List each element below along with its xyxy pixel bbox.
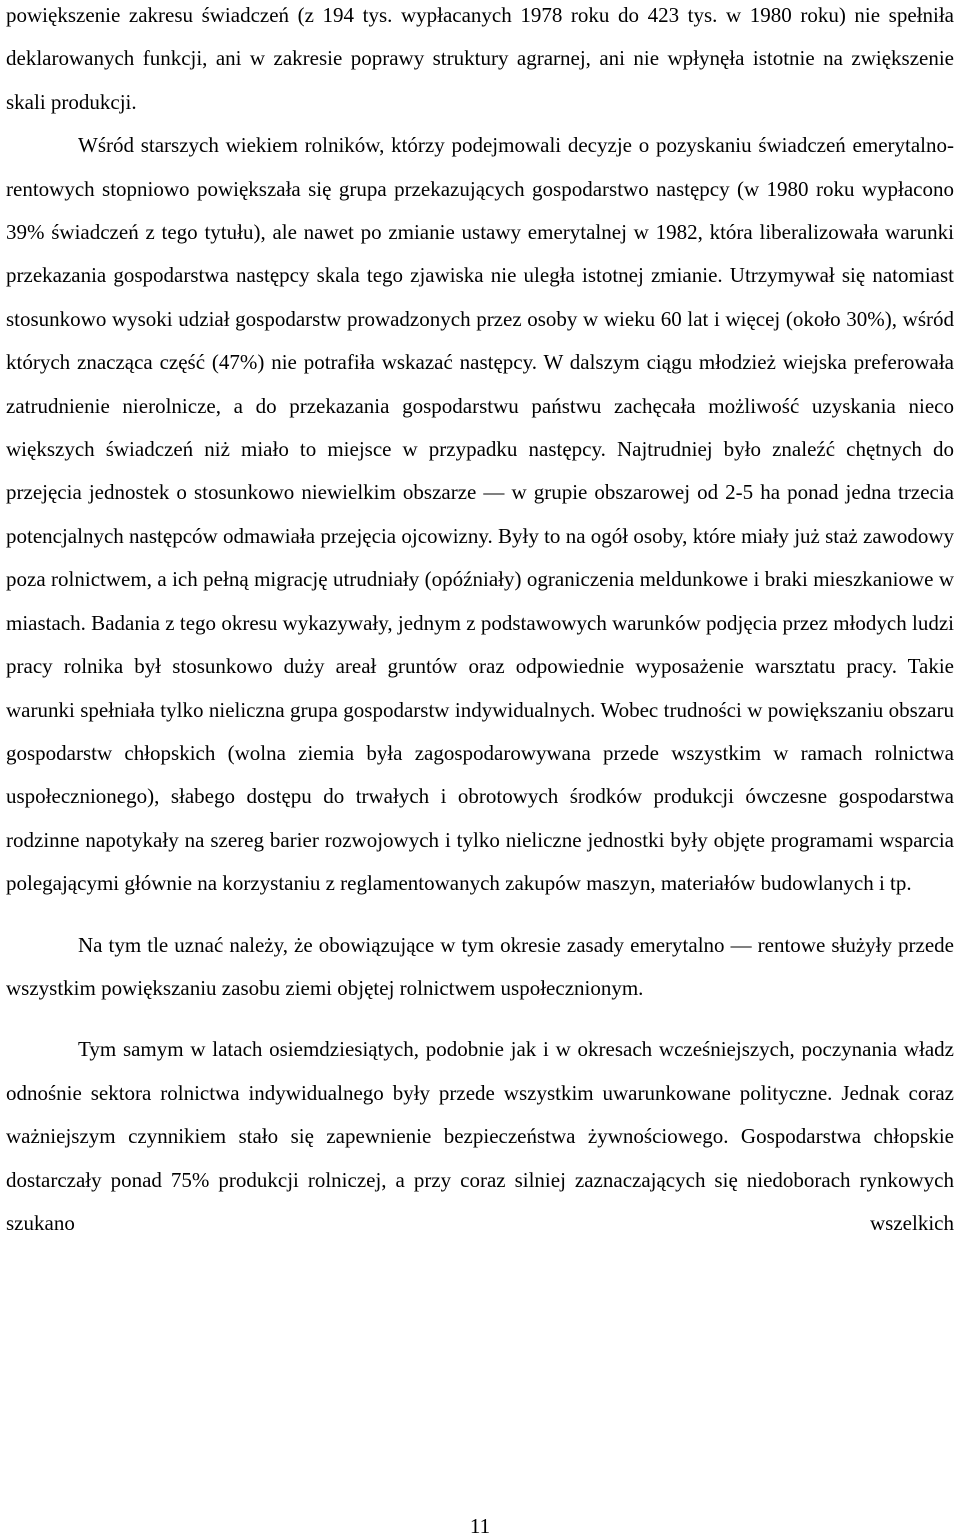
paragraph-eighties-policy: Tym samym w latach osiemdziesiątych, podobnie jak i w okresach wcześniejszych, poczynania władz odnośnie sektora rolnictwa indywidualnego były przede wszystkim uwarunkowane polityczne. Jednak coraz ważniejszym czynnikiem stało się zapewnienie bezpieczeństwa żywnościowego. Gospodarstwa chłopskie dostarczały ponad 75% produkcji rolniczej, a przy coraz silniej zaznaczających się niedoborach rynkowych szukano wszelkich [6, 1037, 954, 1235]
page-number: 11 [469, 1514, 491, 1538]
paragraph-retirement-benefits: Wśród starszych wiekiem rolników, którzy podejmowali decyzje o pozyskaniu świadczeń emerytalno-rentowych stopniowo powiększała się grupa przekazujących gospodarstwo następcy (w 1980 roku wypłacono 39% świadczeń z tego tytułu), ale nawet po zmianie ustawy emerytalnej w 1982, która liberalizowała warunki przekazania gospodarstwa następcy skala tego zjawiska nie uległa istotnej zmianie. Utrzymywał się natomiast stosunkowo wysoki udział gospodarstw prowadzonych przez osoby w wieku 60 lat i więcej (około 30%), wśród których znacząca część (47%) nie potrafiła wskazać następcy. W dalszym ciągu młodzież wiejska preferowała zatrudnienie nierolnicze, a do przekazania gospodarstwu państwu zachęcała możliwość uzyskania nieco większych świadczeń niż miało to miejsce w przypadku następcy. Najtrudniej było znaleźć chętnych do przejęcia jednostek o stosunkowo niewielkim obszarze — w grupie obszarowej od 2-5 ha ponad jedna trzecia potencjalnych następców odmawiała przejęcia ojcowizny. Były to na ogół osoby, które miały już staż zawodowy poza rolnictwem, a ich pełną migrację utrudniały (opóźniały) ograniczenia meldunkowe i braki mieszkaniowe w miastach. Badania z tego okresu wykazywały, jednym z podstawowych warunków podjęcia przez młodych ludzi pracy rolnika był stosunkowo duży areał gruntów oraz odpowiednie wyposażenie warsztatu pracy. Takie warunki spełniała tylko nieliczna grupa gospodarstw indywidualnych. Wobec trudności w powiększaniu obszaru gospodarstw chłopskich (wolna ziemia była zagospodarowywana przede wszystkim w ramach rolnictwa uspołecznionego), słabego dostępu do trwałych i obrotowych środków produkcji ówczesne gospodarstwa rodzinne napotykały na szereg barier rozwojowych i tylko nieliczne jednostki były objęte programami wsparcia polegającymi głównie na korzystaniu z reglamentowanych zakupów maszyn, materiałów budowlanych i tp. [6, 133, 954, 896]
paragraph-pension-rules: Na tym tle uznać należy, że obowiązujące w tym okresie zasady emerytalno — rentowe służyły przede wszystkim powiększaniu zasobu ziemi objętej rolnictwem uspołecznionym. [6, 932, 954, 1000]
paragraph-continuation: powiększenie zakresu świadczeń (z 194 tys. wypłacanych 1978 roku do 423 tys. w 1980 roku) nie spełniła deklarowanych funkcji, ani w zakresie poprawy struktury agrarnej, ani nie wpłynęła istotnie na zwiększenie skali produkcji. [6, 3, 954, 114]
body-text [6, 0, 954, 1245]
